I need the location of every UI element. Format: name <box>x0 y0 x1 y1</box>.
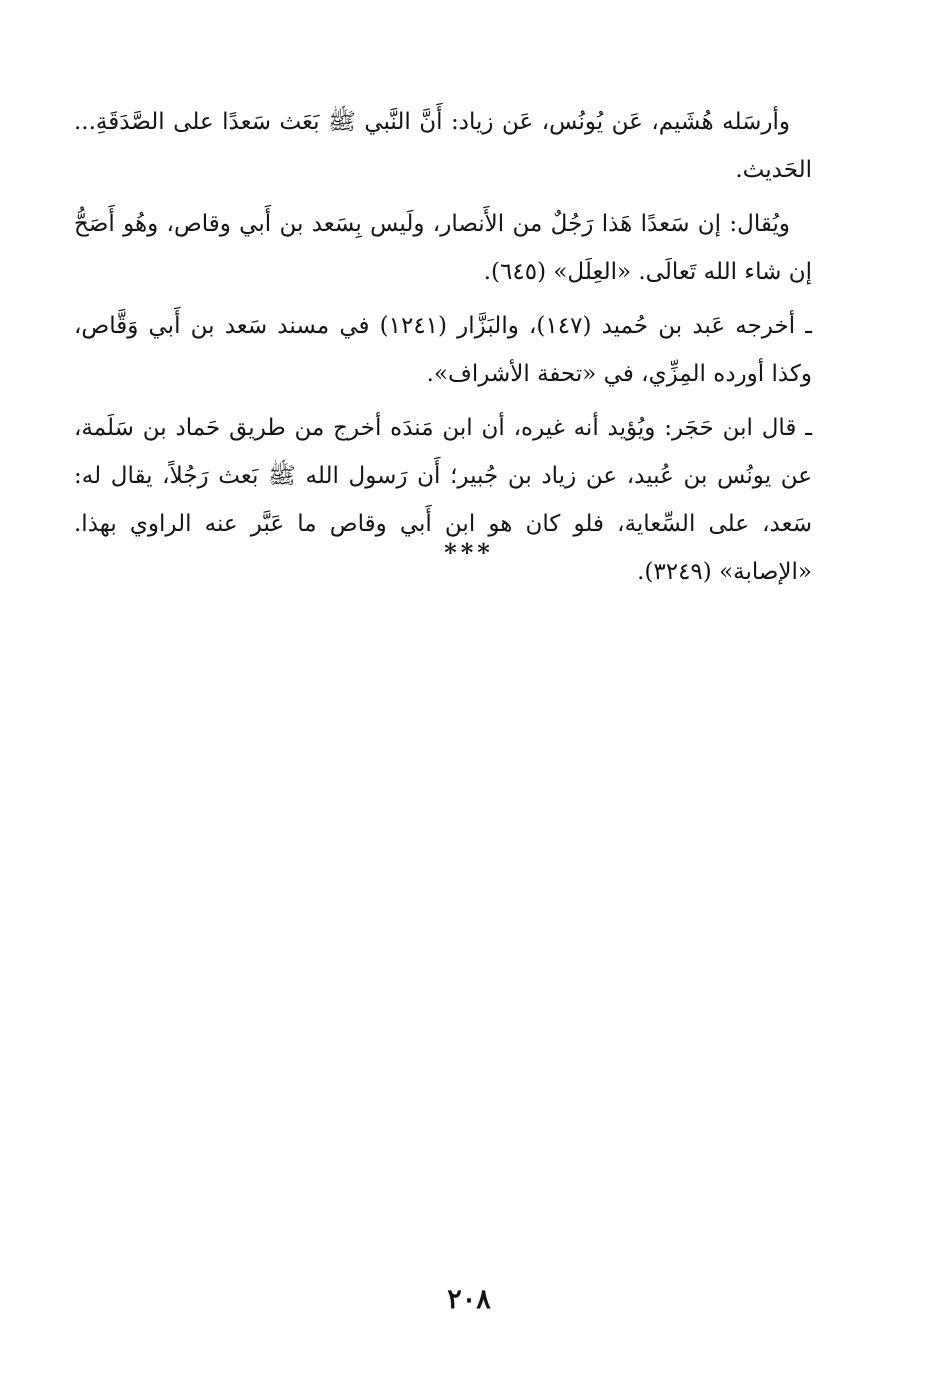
paragraph-4: ـ قال ابن حَجَر: ويُؤيد أنه غيره، أن ابن مَندَه أخرج من طريق حَماد بن سَلَمة، عن يونُس بن عُبيد، عن زياد بن جُبير؛ أَن رَسول الله ﷺ بَعث رَجُلاً، يقال له: سَعد، على السِّعاية، فلو كان هو ابن أَبي وقاص ما عَبَّر عنه الراوي بهذا. «الإصابة» (٣٢٤٩). <box>74 415 812 585</box>
paragraph-2: ويُقال: إن سَعدًا هَذا رَجُلٌ من الأَنصار، ولَيس بِسَعد بن أَبي وقاص، وهُو أَصَحُّ إن شاء الله تَعالَى. «العِلَل» (٦٤٥). <box>74 211 812 285</box>
page-number: ٢٠٨ <box>447 1284 491 1315</box>
paragraph-3: ـ أخرجه عَبد بن حُميد (١٤٧)، والبَزَّار (١٢٤١) في مسند سَعد بن أَبي وَقَّاص، وكذا أورده المِزِّي، في «تحفة الأشراف». <box>74 313 813 387</box>
main-text <box>74 98 812 602</box>
section-separator: *** <box>444 538 494 567</box>
paragraph-1: وأرسَله هُشَيم، عَن يُونُس، عَن زياد: أَنَّ النَّبي ﷺ بَعَث سَعدًا على الصَّدَقَةِ... الحَديث. <box>74 109 812 183</box>
